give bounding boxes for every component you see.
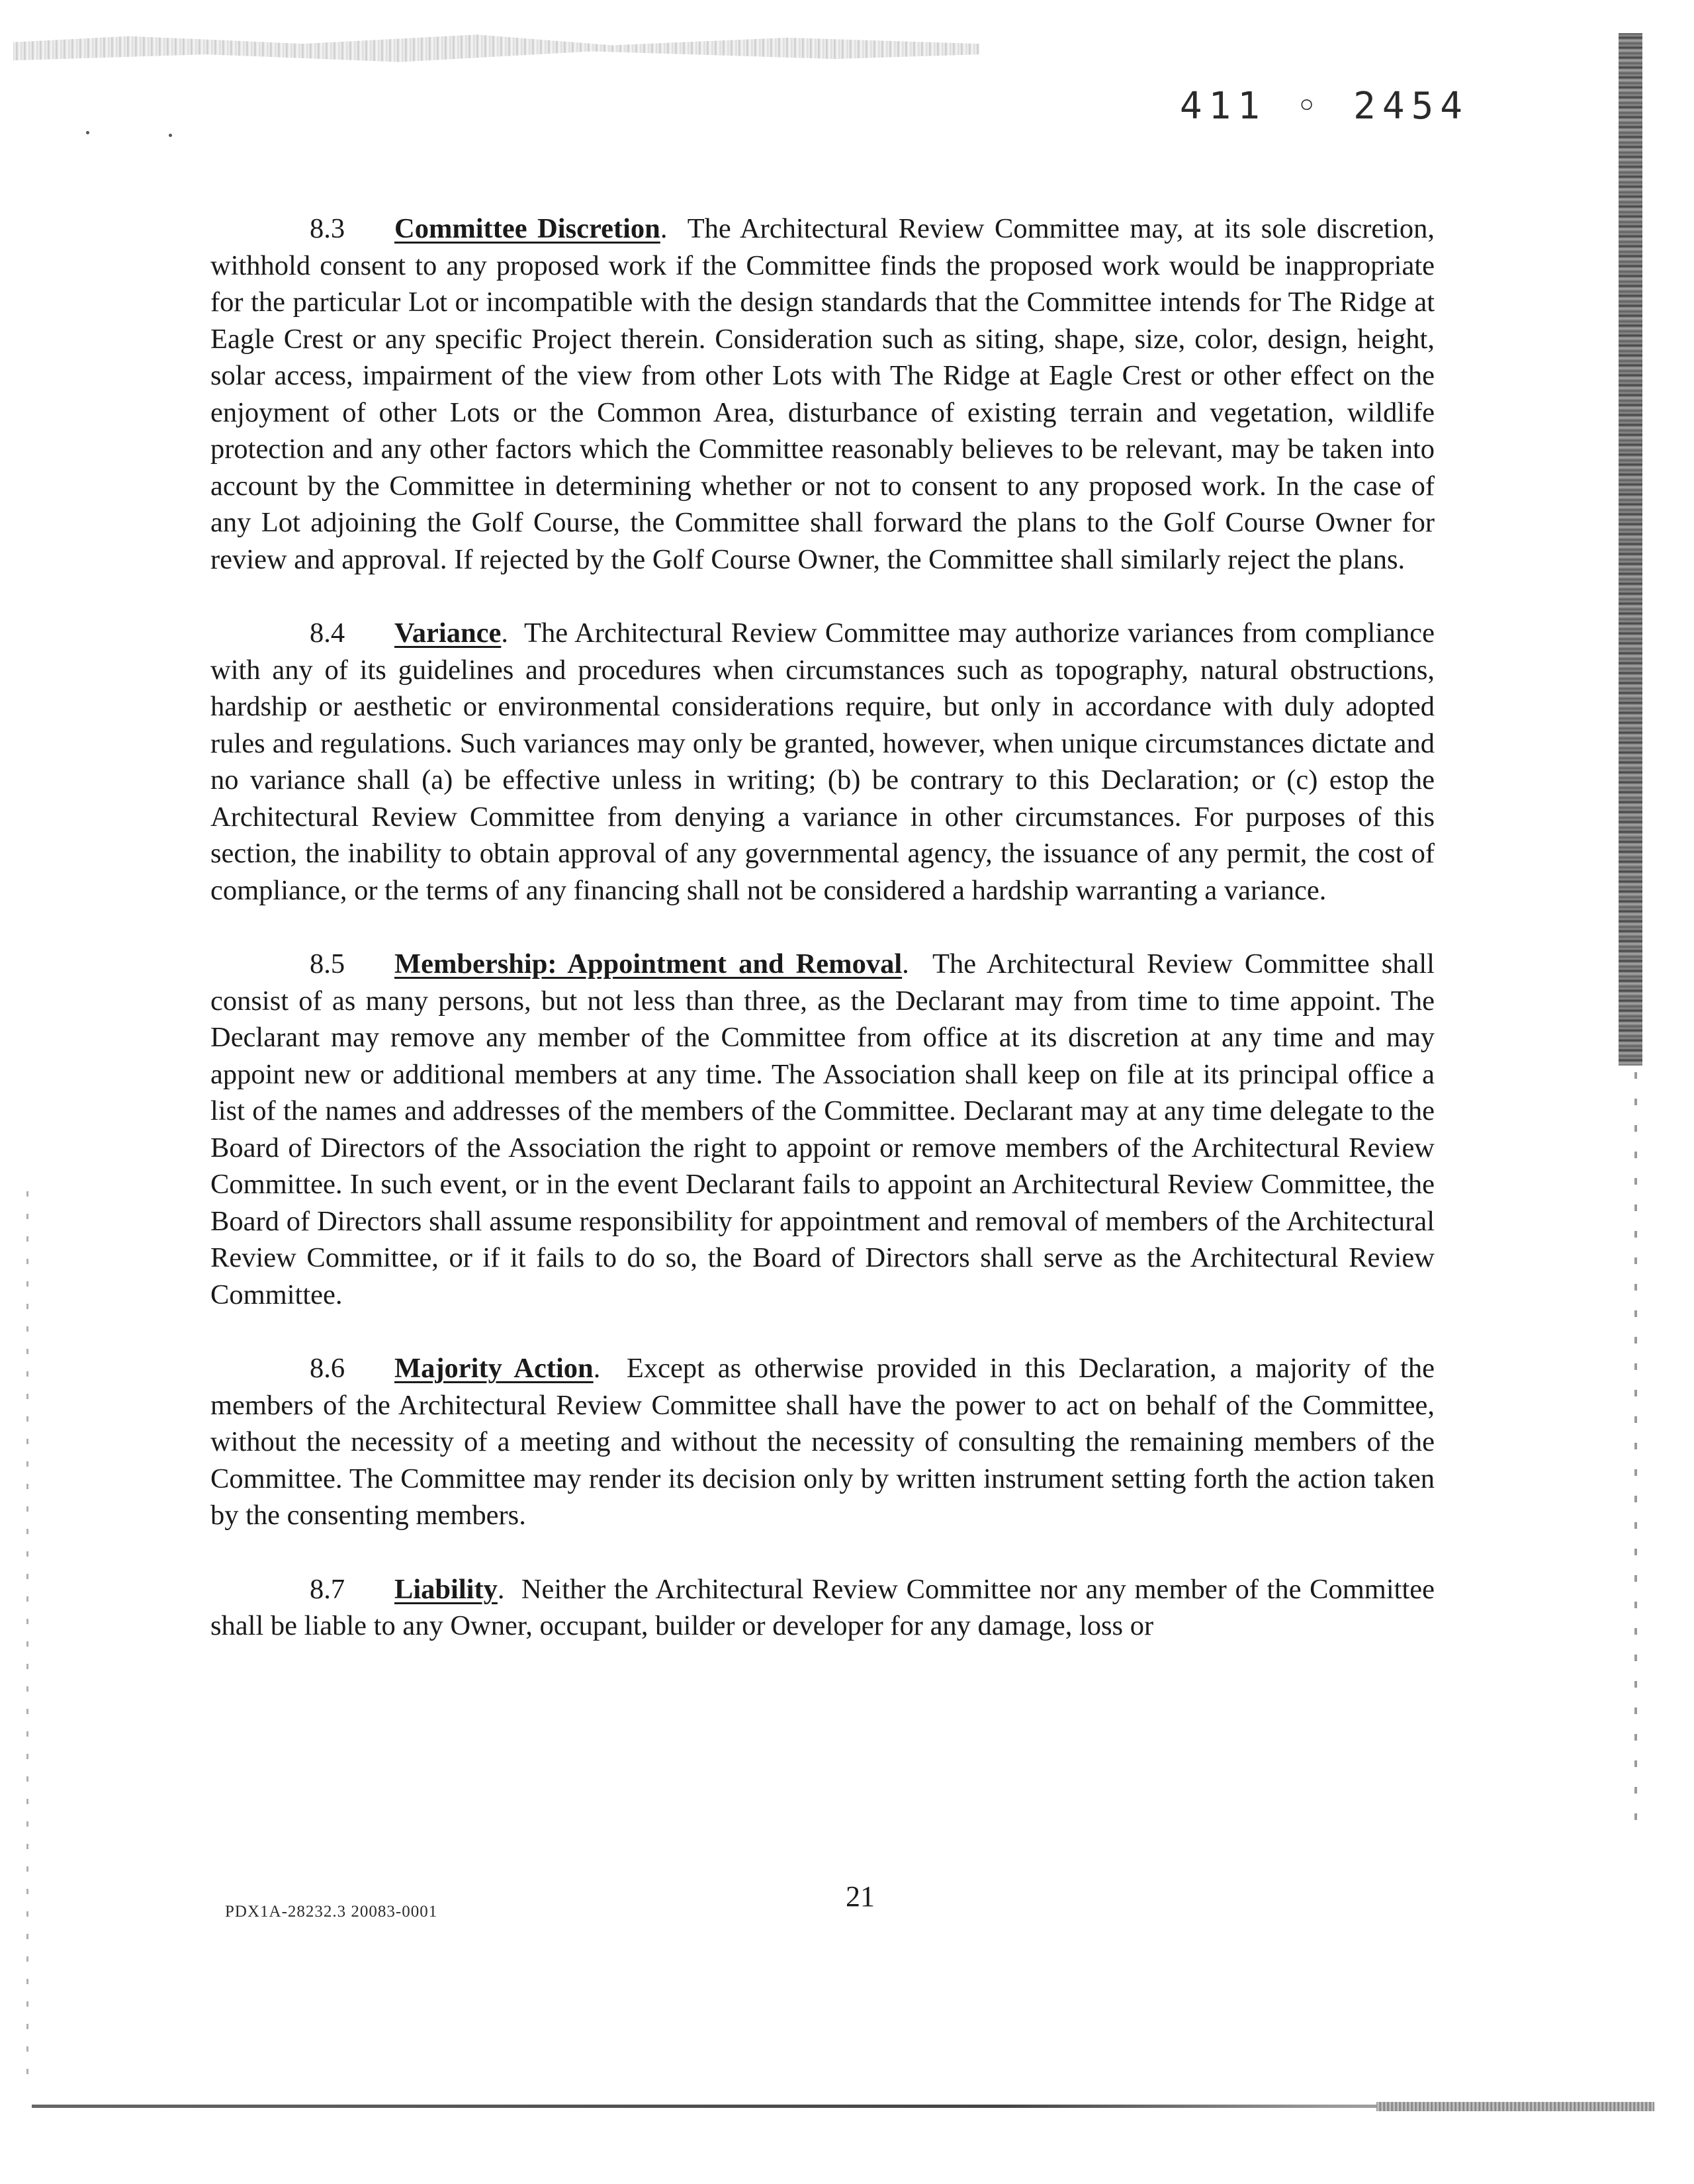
section-number: 8.5	[310, 948, 345, 979]
section-text: The Architectural Review Committee shall consist of as many persons, but not less than three, as the Declarant may from time to time appoint. The Declarant may remove any member of the Committee from office at its discretion at any time and may appoint new or additional members at any time. The Association shall keep on file at its principal office a list of the names and addresses of the members of the Committee. Declarant may at any time delegate to the Board of Directors of the Association the right to appoint or remove members of the Architectural Review Committee. In such event, or in the event Declarant fails to appoint an Architectural Review Committee, the Board of Directors shall assume responsibility for appointment and removal of members of the Architectural Review Committee, or if it fails to do so, the Board of Directors shall serve as the Architectural Review Committee.	[210, 948, 1435, 1310]
scan-noise-top	[13, 33, 979, 64]
section-number: 8.4	[310, 617, 345, 649]
section-8-5: 8.5 Membership: Appointment and Removal. The Architectural Review Committee shall consist of as many persons, but not less than three, as the Declarant may from time to time appoint. The Declarant may remove any member of the Committee from office at its discretion at any time and may appoint new or additional members at any time. The Association shall keep on file at its principal office a list of the names and addresses of the members of the Committee. Declarant may at any time delegate to the Board of Directors of the Association the right to appoint or remove members of the Architectural Review Committee. In such event, or in the event Declarant fails to appoint an Architectural Review Committee, the Board of Directors shall assume responsibility for appointment and removal of members of the Architectural Review Committee, or if it fails to do so, the Board of Directors shall serve as the Architectural Review Committee.	[210, 946, 1435, 1313]
section-text: Neither the Architectural Review Committee nor any member of the Committee shall be liable to any Owner, occupant, builder or developer for any damage, loss or	[210, 1573, 1435, 1641]
section-8-4: 8.4 Variance. The Architectural Review Committee may authorize variances from compliance with any of its guidelines and procedures when circumstances such as topography, natural obstructions, hardship or aesthetic or environmental considerations require, but only in accordance with duly adopted rules and regulations. Such variances may only be granted, however, when unique circumstances dictate and no variance shall (a) be effective unless in writing; (b) be contrary to this Declaration; or (c) estop the Architectural Review Committee from denying a variance in other circumstances. For purposes of this section, the inability to obtain approval of any governmental agency, the issuance of any permit, the cost of compliance, or the terms of any financing shall not be considered a hardship warranting a variance.	[210, 615, 1435, 909]
document-body	[210, 210, 1435, 1682]
section-number: 8.3	[310, 213, 345, 244]
section-number: 8.7	[310, 1573, 345, 1605]
scan-edge-right	[1619, 33, 1642, 1066]
section-number: 8.6	[310, 1353, 345, 1384]
section-heading: Committee Discretion	[394, 213, 660, 244]
section-8-7: 8.7 Liability. Neither the Architectural Review Committee nor any member of the Committee shall be liable to any Owner, occupant, builder or developer for any damage, loss or	[210, 1571, 1435, 1645]
section-8-6: 8.6 Majority Action. Except as otherwise provided in this Declaration, a majority of the members of the Architectural Review Committee shall have the power to act on behalf of the Committee, without the necessity of a meeting and without the necessity of consulting the remaining members of the Committee. The Committee may render its decision only by written instrument setting forth the action taken by the consenting members.	[210, 1350, 1435, 1534]
bottom-rule-scan	[1376, 2102, 1654, 2111]
section-heading: Liability	[394, 1573, 498, 1605]
page-reference: 411 ◦ 2454	[1179, 85, 1469, 128]
section-text: The Architectural Review Committee may, at its sole discretion, withhold consent to any proposed work if the Committee finds the proposed work would be inappropriate for the particular Lot or incompatible with the design standards that the Committee intends for The Ridge at Eagle Crest or any specific Project therein. Consideration such as siting, shape, size, color, design, height, solar access, impairment of the view from other Lots with The Ridge at Eagle Crest or other effect on the enjoyment of other Lots or the Common Area, disturbance of existing terrain and vegetation, wildlife protection and any other factors which the Committee reasonably believes to be relevant, may be taken into account by the Committee in determining whether or not to consent to any proposed work. In the case of any Lot adjoining the Golf Course, the Committee shall forward the plans to the Golf Course Owner for review and approval. If rejected by the Golf Course Owner, the Committee shall similarly reject the plans.	[210, 213, 1435, 575]
scan-edge-left-faint	[26, 1191, 28, 2085]
section-heading: Membership: Appointment and Removal	[394, 948, 903, 979]
section-8-3: 8.3 Committee Discretion. The Architectural Review Committee may, at its sole discretion, withhold consent to any proposed work if the Committee finds the proposed work would be inappropriate for the particular Lot or incompatible with the design standards that the Committee intends for The Ridge at Eagle Crest or any specific Project therein. Consideration such as siting, shape, size, color, design, height, solar access, impairment of the view from other Lots with The Ridge at Eagle Crest or other effect on the enjoyment of other Lots or the Common Area, disturbance of existing terrain and vegetation, wildlife protection and any other factors which the Committee reasonably believes to be relevant, may be taken into account by the Committee in determining whether or not to consent to any proposed work. In the case of any Lot adjoining the Golf Course, the Committee shall forward the plans to the Golf Course Owner for review and approval. If rejected by the Golf Course Owner, the Committee shall similarly reject the plans.	[210, 210, 1435, 578]
scan-speck	[169, 134, 172, 137]
scan-speck	[86, 131, 89, 134]
scan-edge-right-faint	[1634, 1072, 1637, 1827]
section-text: The Architectural Review Committee may authorize variances from compliance with any of its guidelines and procedures when circumstances such as topography, natural obstructions, hardship or aesthetic or environmental considerations require, but only in accordance with duly adopted rules and regulations. Such variances may only be granted, however, when unique circumstances dictate and no variance shall (a) be effective unless in writing; (b) be contrary to this Declaration; or (c) estop the Architectural Review Committee from denying a variance in other circumstances. For purposes of this section, the inability to obtain approval of any governmental agency, the issuance of any permit, the cost of compliance, or the terms of any financing shall not be considered a hardship warranting a variance.	[210, 617, 1435, 906]
section-text: Except as otherwise provided in this Declaration, a majority of the members of the Architectural Review Committee shall have the power to act on behalf of the Committee, without the necessity of a meeting and without the necessity of consulting the remaining members of the Committee. The Committee may render its decision only by written instrument setting forth the action taken by the consenting members.	[210, 1353, 1435, 1531]
section-heading: Majority Action	[394, 1353, 594, 1384]
document-code: PDX1A-28232.3 20083-0001	[225, 1903, 438, 1921]
section-heading: Variance	[394, 617, 502, 649]
page-number: 21	[846, 1880, 875, 1913]
